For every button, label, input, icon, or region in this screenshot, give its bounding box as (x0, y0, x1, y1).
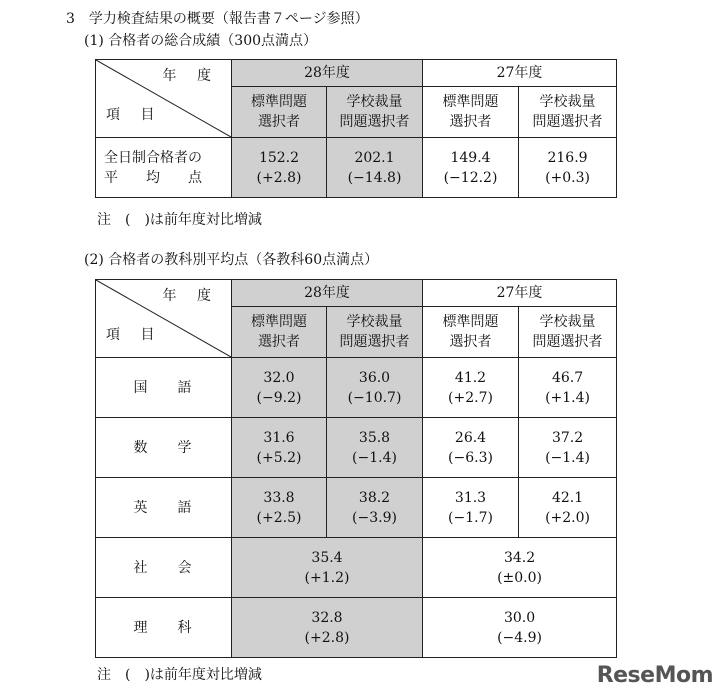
year-header-28: 28年度 (232, 280, 423, 307)
score-cell: 149.4 (−12.2) (423, 138, 519, 198)
score-cell-merged: 30.0 (−4.9) (423, 598, 617, 658)
section1-note: 注 ( )は前年度対比増減 (97, 212, 262, 228)
col-header-school: 学校裁量 問題選択者 (327, 87, 423, 138)
year-header-28: 28年度 (232, 60, 423, 87)
document-heading: 3 学力検査結果の概要（報告書７ページ参照） (66, 11, 369, 27)
col-header-school: 学校裁量 問題選択者 (519, 87, 617, 138)
header-corner (96, 60, 232, 138)
subject-label-japanese: 国語 (96, 358, 232, 418)
section1-title: (1) 合格者の総合成績（300点満点） (84, 33, 318, 49)
score-cell: 35.8 (−1.4) (327, 418, 423, 478)
score-cell: 32.0 (−9.2) (232, 358, 327, 418)
score-cell: 33.8 (+2.5) (232, 478, 327, 538)
corner-year-label: 年 度 (162, 68, 219, 84)
score-cell: 152.2 (+2.8) (232, 138, 327, 198)
col-header-standard: 標準問題 選択者 (232, 87, 327, 138)
col-header-standard: 標準問題 選択者 (423, 87, 519, 138)
subject-label-social: 社会 (96, 538, 232, 598)
col-header-standard: 標準問題 選択者 (423, 307, 519, 358)
score-cell: 216.9 (+0.3) (519, 138, 617, 198)
header-corner (96, 280, 232, 358)
corner-item-label: 項 目 (106, 107, 163, 123)
score-cell-merged: 35.4 (+1.2) (232, 538, 423, 598)
score-cell: 26.4 (−6.3) (423, 418, 519, 478)
subject-label-science: 理科 (96, 598, 232, 658)
score-cell: 41.2 (+2.7) (423, 358, 519, 418)
subject-label-math: 数学 (96, 418, 232, 478)
row-label-average: 全日制合格者の 平 均 点 (96, 138, 232, 198)
col-header-school: 学校裁量 問題選択者 (327, 307, 423, 358)
score-cell: 202.1 (−14.8) (327, 138, 423, 198)
score-cell: 36.0 (−10.7) (327, 358, 423, 418)
year-header-27: 27年度 (423, 60, 617, 87)
section2-note: 注 ( )は前年度対比増減 (97, 667, 262, 683)
year-header-27: 27年度 (423, 280, 617, 307)
resemom-watermark-logo: ReseMom (596, 663, 713, 688)
score-cell-merged: 32.8 (+2.8) (232, 598, 423, 658)
score-cell: 42.1 (+2.0) (519, 478, 617, 538)
section2-title: (2) 合格者の教科別平均点（各教科60点満点） (84, 252, 379, 268)
corner-item-label: 項 目 (106, 327, 163, 343)
corner-year-label: 年 度 (162, 288, 219, 304)
score-cell-merged: 34.2 (±0.0) (423, 538, 617, 598)
total-score-table (95, 59, 617, 198)
score-cell: 31.6 (+5.2) (232, 418, 327, 478)
subject-score-table (95, 279, 617, 658)
col-header-standard: 標準問題 選択者 (232, 307, 327, 358)
score-cell: 37.2 (−1.4) (519, 418, 617, 478)
col-header-school: 学校裁量 問題選択者 (519, 307, 617, 358)
score-cell: 46.7 (+1.4) (519, 358, 617, 418)
score-cell: 38.2 (−3.9) (327, 478, 423, 538)
subject-label-english: 英語 (96, 478, 232, 538)
score-cell: 31.3 (−1.7) (423, 478, 519, 538)
